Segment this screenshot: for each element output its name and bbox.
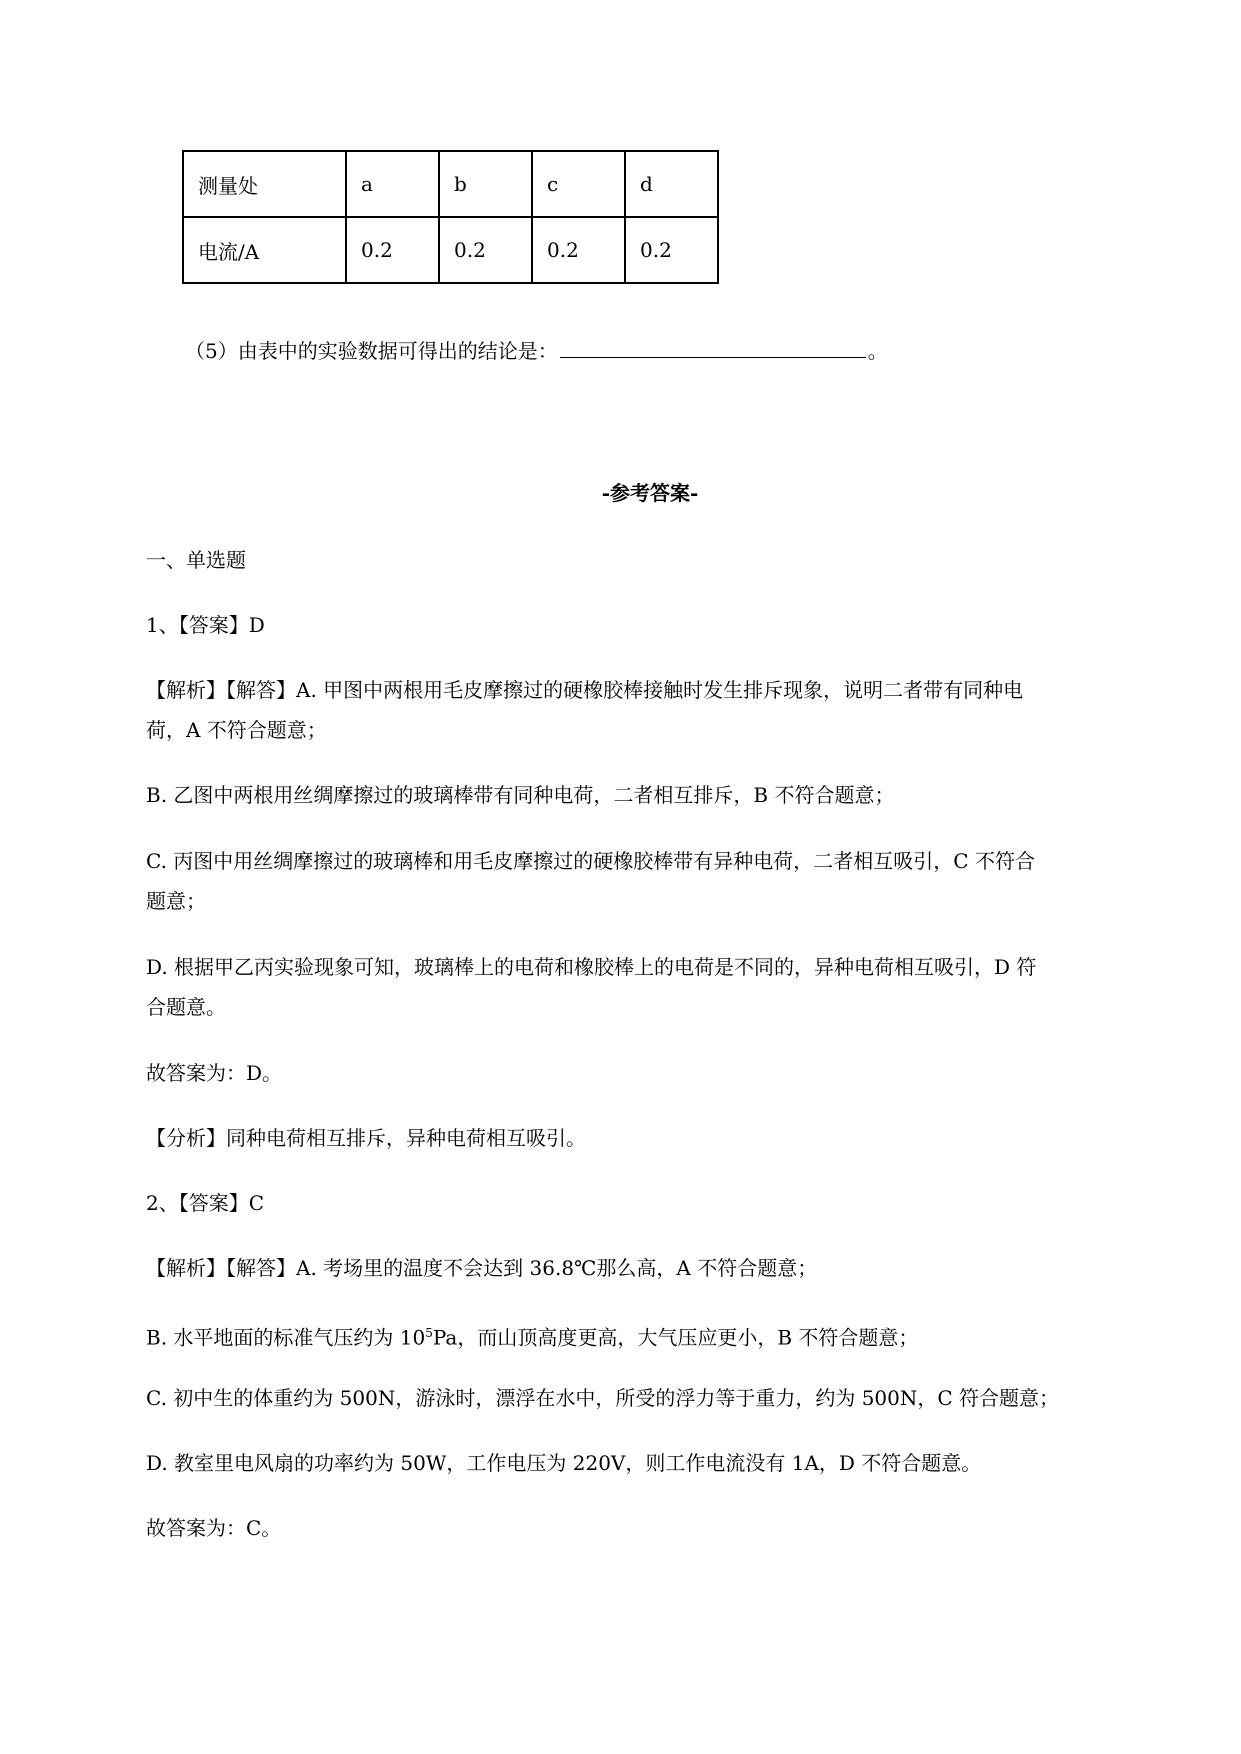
q2-analysis: 【解析】【解答】A. 考场里的温度不会达到 36.8℃那么高，A 不符合题意； <box>146 1256 818 1280</box>
answer-title: -参考答案- <box>601 481 699 505</box>
q1-answer: 1、【答案】D <box>146 613 265 637</box>
q1-analysis-line-2: 荷，A 不符合题意； <box>146 718 327 742</box>
table-cell: 0.2 <box>439 217 532 283</box>
q1-final-answer: 故答案为：D。 <box>146 1061 283 1085</box>
table-row <box>183 151 718 217</box>
q2-option-b <box>146 1320 918 1351</box>
q2-option-c: C. 初中生的体重约为 500N，游泳时，漂浮在水中，所受的浮力等于重力，约为 500N，C 符合题意； <box>146 1386 1060 1410</box>
q2-answer: 2、【答案】C <box>146 1191 265 1215</box>
section-title: 一、单选题 <box>146 548 246 572</box>
table-cell: 电流/A <box>183 217 346 283</box>
q2-option-b-text: B. 水平地面的标准气压约为 10 <box>146 1325 426 1350</box>
q2-final-answer: 故答案为：C。 <box>146 1516 282 1540</box>
table-cell: c <box>532 151 625 217</box>
answer-blank <box>560 339 866 358</box>
table-row <box>183 217 718 283</box>
q1-analysis-line-1: 【解析】【解答】A. 甲图中两根用毛皮摩擦过的硬橡胶棒接触时发生排斥现象，说明二者带有同种电 <box>146 678 1024 702</box>
q1-option-d-line-1: D. 根据甲乙丙实验现象可知，玻璃棒上的电荷和橡胶棒上的电荷是不同的，异种电荷相互吸引，D 符 <box>146 955 1037 979</box>
q1-option-c-line-1: C. 丙图中用丝绸摩擦过的玻璃棒和用毛皮摩擦过的硬橡胶棒带有异种电荷，二者相互吸引，C 不符合 <box>146 849 1035 873</box>
measurement-table <box>182 150 719 284</box>
table-cell: 测量处 <box>183 151 346 217</box>
table-cell: 0.2 <box>346 217 439 283</box>
q1-fenxi: 【分析】同种电荷相互排斥，异种电荷相互吸引。 <box>146 1126 586 1150</box>
table-cell: a <box>346 151 439 217</box>
q2-option-b-text-rest: Pa，而山顶高度更高，大气压应更小，B 不符合题意； <box>432 1325 919 1350</box>
table-cell: d <box>625 151 718 217</box>
table-cell: b <box>439 151 532 217</box>
question-5-prefix: （5）由表中的实验数据可得出的结论是： <box>185 339 558 363</box>
q2-option-d: D. 教室里电风扇的功率约为 50W，工作电压为 220V，则工作电流没有 1A，D 不符合题意。 <box>146 1451 982 1475</box>
table-cell: 0.2 <box>532 217 625 283</box>
exponent: 5 <box>425 1326 433 1340</box>
question-5 <box>185 338 888 364</box>
table-cell: 0.2 <box>625 217 718 283</box>
q1-option-b: B. 乙图中两根用丝绸摩擦过的玻璃棒带有同种电荷，二者相互排斥，B 不符合题意； <box>146 783 895 807</box>
q1-option-d-line-2: 合题意。 <box>146 995 226 1019</box>
question-5-suffix: 。 <box>867 339 888 363</box>
q1-option-c-line-2: 题意； <box>146 889 206 913</box>
